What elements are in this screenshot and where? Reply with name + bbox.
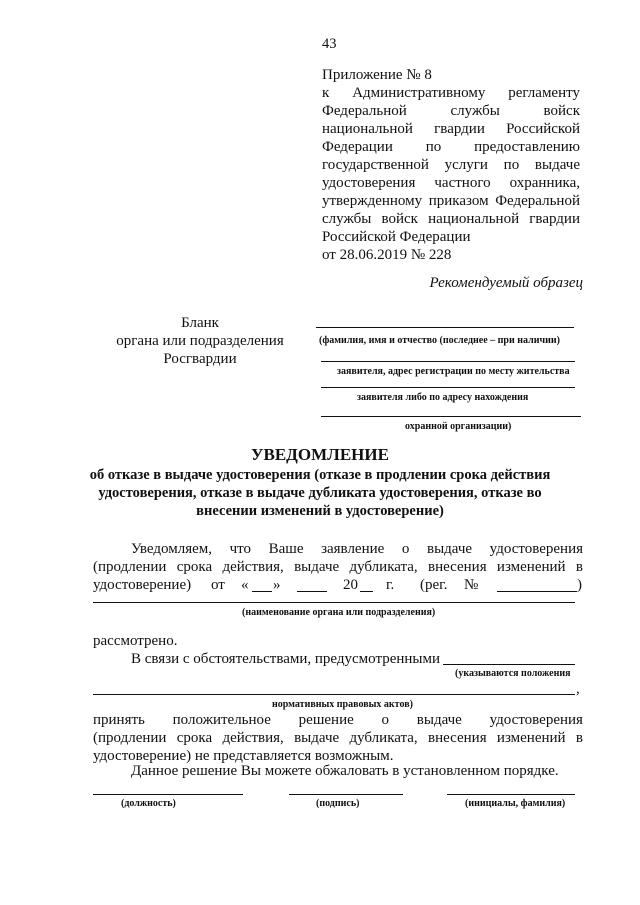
paragraph-word: о: [381, 712, 390, 728]
paragraph-1: [93, 540, 583, 594]
provisions-caption-1: (указываются положения: [455, 668, 571, 679]
organization-caption: (наименование органа или подразделения): [242, 607, 436, 618]
paragraph-word: удостоверения: [489, 712, 583, 728]
paragraph-word: Уведомляем,: [131, 541, 213, 557]
appendix-word: гвардии: [529, 211, 580, 227]
appendix-word: национальной: [322, 121, 413, 137]
paragraph-1-line-1: [93, 540, 583, 558]
recipient-caption-1: (фамилия, имя и отчество (последнее – при наличии): [319, 335, 560, 346]
notice-subtitle-1: об отказе в выдаче удостоверения (отказе в продлении срока действия: [89, 467, 551, 483]
appendix-title: Приложение № 8: [322, 67, 432, 83]
appendix-word: утвержденному: [322, 193, 423, 209]
appendix-line: [322, 210, 580, 228]
appendix-word: Федеральной: [495, 193, 580, 209]
appendix-word: Российской: [506, 121, 580, 137]
appendix-word: к: [322, 85, 330, 101]
paragraph-word: удостоверения: [489, 541, 583, 557]
notice-subtitle-2: удостоверения, отказе в выдаче дубликата удостоверения, отказе во: [98, 485, 542, 501]
p1-word-certificate: удостоверение): [93, 577, 192, 593]
blank-block: [100, 314, 300, 368]
appendix-line: [322, 102, 580, 120]
appendix-line: [322, 174, 580, 192]
paragraph-3-line-2: (продлении срока действия, выдаче дубликата, внесения изменений в: [93, 730, 583, 746]
paragraph-word: положительное: [172, 712, 271, 728]
sample-label: Рекомендуемый образец: [429, 275, 583, 291]
paragraph-4: Данное решение Вы можете обжаловать в установленном порядке.: [131, 763, 559, 779]
organization-field[interactable]: [93, 602, 575, 603]
month-field[interactable]: [297, 591, 327, 592]
appendix-line: [322, 84, 580, 102]
appendix-word: по: [425, 139, 442, 155]
appendix-word: государственной: [322, 157, 429, 173]
blank-line-2: органа или подразделения: [116, 333, 284, 349]
signature-caption: (подпись): [316, 798, 360, 809]
notice-heading: [60, 444, 580, 520]
paragraph-3: [93, 711, 583, 765]
appendix-date: от 28.06.2019 № 228: [322, 247, 452, 263]
appendix-line-last: Российской Федерации: [322, 229, 471, 245]
recipient-line-2[interactable]: [321, 361, 575, 362]
paragraph-word: выдаче: [416, 712, 462, 728]
appendix-line: [322, 120, 580, 138]
full-name-field[interactable]: [447, 794, 575, 795]
full-name-caption: (инициалы, фамилия): [465, 798, 566, 809]
provisions-field-1[interactable]: [443, 664, 575, 665]
paragraph-2: В связи с обстоятельствами, предусмотренными: [131, 651, 441, 667]
considered-text: рассмотрено.: [93, 633, 178, 649]
appendix-word: регламенту: [508, 85, 580, 101]
blank-line-3: Росгвардии: [163, 351, 237, 367]
p1-year-prefix: 20: [343, 577, 358, 593]
appendix-word: службы: [450, 103, 500, 119]
paragraph-word: решение: [298, 712, 354, 728]
notice-title: УВЕДОМЛЕНИЕ: [251, 445, 389, 464]
p1-reg: (рег.: [420, 577, 448, 593]
paragraph-word: о: [401, 541, 410, 557]
notice-subtitle-3: внесении изменений в удостоверение): [196, 503, 444, 519]
recipient-line-4[interactable]: [321, 416, 581, 417]
p1-close-paren: ): [577, 577, 582, 593]
appendix-word: предоставлению: [474, 139, 580, 155]
appendix-word: гвардии: [434, 121, 485, 137]
position-caption: (должность): [121, 798, 176, 809]
appendix-line: [322, 138, 580, 156]
appendix-word: национальной: [428, 211, 520, 227]
paragraph-1-line-2: (продлении срока действия, выдаче дубликата, внесения изменений в: [93, 559, 583, 575]
appendix-word: Административному: [352, 85, 486, 101]
paragraph-word: заявление: [321, 541, 385, 557]
recipient-caption-3: заявителя либо по адресу нахождения: [357, 392, 529, 403]
appendix-word: Федерации: [322, 139, 393, 155]
appendix-line: [322, 192, 580, 210]
appendix-word: приказом: [428, 193, 489, 209]
p1-quote-close: »: [273, 577, 281, 593]
year-field[interactable]: [360, 591, 373, 592]
appendix-line: [322, 156, 580, 174]
blank-line-1: Бланк: [181, 315, 219, 331]
paragraph-3-line-1: [93, 711, 583, 729]
appendix-word: охранника,: [509, 175, 580, 191]
appendix-word: выдаче: [534, 157, 580, 173]
paragraph-word: что: [229, 541, 252, 557]
p1-word-from: от: [211, 577, 225, 593]
appendix-word: по: [503, 157, 520, 173]
provisions-field-2[interactable]: [93, 694, 575, 695]
recipient-line-3[interactable]: [321, 387, 575, 388]
appendix-lines: [322, 84, 580, 228]
paragraph-word: Ваше: [268, 541, 304, 557]
appendix-word: частного: [434, 175, 491, 191]
p1-quote-open: «: [241, 577, 249, 593]
page-number: 43: [322, 36, 337, 52]
p1-year-suffix: г.: [386, 577, 395, 593]
appendix-block: [322, 66, 580, 264]
appendix-word: войск: [543, 103, 580, 119]
appendix-word: Федеральной: [322, 103, 407, 119]
paragraph-1-line-3: [93, 576, 583, 594]
signature-field[interactable]: [289, 794, 403, 795]
recipient-caption-2: заявителя, адрес регистрации по месту жительства: [337, 366, 570, 377]
registration-number-field[interactable]: [497, 591, 577, 592]
appendix-word: службы: [322, 211, 372, 227]
recipient-line-1[interactable]: [316, 327, 574, 328]
day-field[interactable]: [252, 591, 272, 592]
position-field[interactable]: [93, 794, 243, 795]
appendix-word: услуги: [444, 157, 488, 173]
p1-number-sign: №: [464, 577, 479, 593]
provisions-comma: ,: [576, 681, 580, 697]
paragraph-3-line-3: удостоверение) не представляется возможным.: [93, 748, 394, 764]
provisions-caption-2: нормативных правовых актов): [272, 699, 413, 710]
paragraph-word: выдаче: [427, 541, 473, 557]
appendix-word: удостоверения: [322, 175, 416, 191]
recipient-caption-4: охранной организации): [405, 421, 512, 432]
appendix-word: войск: [381, 211, 418, 227]
paragraph-word: принять: [93, 712, 145, 728]
